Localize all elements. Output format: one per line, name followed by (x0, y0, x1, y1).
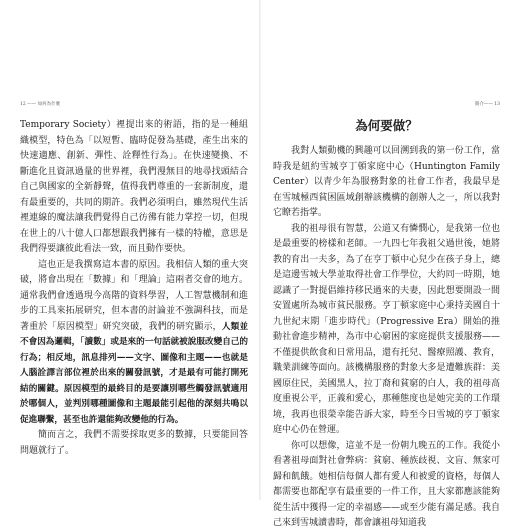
right-paragraph-2: 我的祖母很有智慧，公道又有憐憫心，是我第一位也是最重要的榜樣和老師。一九四七年我祖父過世後，她將教的育出一夫多，為了在亨丁頓中心兒少在孩子身上，總是這邊雪城大學並取得社會工作學位，大約同一時期，她認識了一對提倡維持移民過來的夫妻，因此想要開設一間安置處所為城市貧民服務。亨丁頓家庭中心秉持美國自十九世紀末期「進步時代」（Progressive Era）開始的推動社會進步精神，為市中心窮困的家庭提供支援服務——不僅提供飲食和日常用品，還有托兒、醫療照護、教育，職業訓練等面向。該機構服務的對象大多是遭難族群：美國原住民，美國黑人，拉丁裔和貧窮的白人，我的祖母高度重視公平，正義和愛心，那種態度也是她完美的工作環境，我再也很榮幸能告訴大家，時至今日雪城的亨丁頓家庭中心仍在營運。 (273, 223, 500, 435)
section-title: 為何要做？ (355, 118, 418, 133)
right-page (273, 118, 500, 532)
left-paragraph-2 (20, 258, 248, 429)
left-running-header: 12 —— 如何為什麼 (20, 102, 61, 107)
left-paragraph-3: 簡而言之，我們不需要採取更多的數據，只要能回答問題就行了。 (20, 430, 248, 456)
left-page (20, 118, 248, 459)
left-paragraph-2-text: 這也正是我撰寫這本書的原因。我相信人類的重大突破，將會出現在「數據」和「理論」這兩者交會的地方。通常我們會透過現今高階的資料學習，人工智慧機制和進步的工具來拓展研究，但本書的討論並不強調科技，而是著重於「原因模型」研究突破，我們的研究顯示， (20, 259, 248, 332)
right-running-header: 簡介—— 13 (474, 102, 500, 107)
book-gutter (259, 0, 261, 500)
right-paragraph-1: 我對人類動機的興趣可以回溯到我的第一份工作，當時我是紐約雪城亨丁頓家庭中心（Huntington Family Center）以青少年為服務對象的社會工作者，我最早是在雪城極西貧困區域創辦該機構的創辦人之一，所以我對它瞭若指掌。 (273, 146, 500, 218)
left-paragraph-2-bold: 人類並不會因為邏輯，「讀數」或是來的一句話就被說服改變自己的行為；相反地，訊息排列——文字、圖像和主題——也就是人腦詮譯言部位裡於出來的關發訊號，才是最有可能打開死結的關鍵。原因模型的最終目的是要讓別哪些觸發訊號適用於哪個人，並判別哪種圖像和主題最能引起他的深刻共鳴以促進聯繫，甚至也許還能夠改變他的行為。 (20, 321, 248, 425)
left-paragraph-1: Temporary Society）裡提出來的術語，指的是一種組織模型，特色為「以短暫、臨時促發為基礎，產生出來的快速適應、創新、彈性、詮釋性行為」。在快速變換、不斷進化且資訊過量的世界裡，我們漫無目的地尋找頭結合自己與國家的全新靜聲，值得我們尊重的一套新制度，還有最重要的，共同的期許。我們必須明白，雖然現代生活裡連線的魔法讓我們覺得自己彷彿有能力掌控一切，但現在世上的八十億人口都想跟我們擁有一樣的特權，意思是我們得要讓彼此看法一致，而且動作要快。 (20, 120, 248, 254)
right-paragraph-3: 你可以想像，這並不是一份朝九晚五的工作。我從小看著祖母面對社會弊病：貧窮、種族歧視、文盲、無家可歸和飢餓。她相信每個人都有愛人和被愛的資格，每個人都需要也都配享有最重要的一件工作，且大家都應該能夠從生活中獲得一定的幸福感——或至少能有滿足感。我自己來到雪城讀書時，都會讓祖母知道我 (273, 440, 500, 528)
